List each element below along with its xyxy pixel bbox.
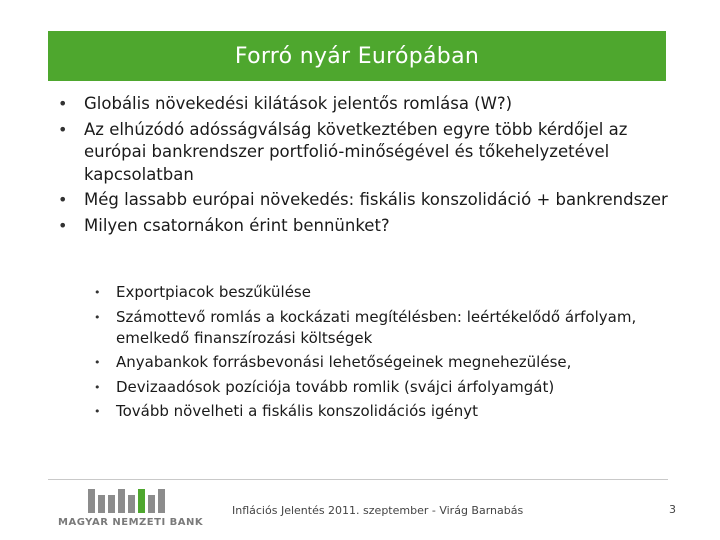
bullet-icon: • xyxy=(58,190,68,209)
footer-caption: Inflációs Jelentés 2011. szeptember - Virág Barnabás xyxy=(232,504,524,517)
sub-bullet-text: Devizaadósok pozíciója tovább romlik (svájci árfolyamgát) xyxy=(116,377,555,396)
sub-bullet-icon: • xyxy=(94,356,101,369)
sub-bullet-item xyxy=(94,307,684,349)
logo-text: MAGYAR NEMZETI BANK xyxy=(58,517,204,528)
sub-bullet-item xyxy=(94,401,684,422)
sub-bullet-icon: • xyxy=(94,380,101,394)
bullet-icon: • xyxy=(58,94,68,113)
bullet-text: Globális növekedési kilátások jelentős romlása (W?) xyxy=(84,94,513,113)
bullet-icon: • xyxy=(58,215,68,235)
sub-bullet-icon: • xyxy=(94,286,101,299)
sub-bullet-item xyxy=(94,282,684,303)
page-number: 3 xyxy=(669,503,676,516)
sub-bullet-icon: • xyxy=(94,405,101,418)
bullet-item xyxy=(58,215,668,238)
bullet-item xyxy=(58,93,668,116)
sub-bullet-text: Tovább növelheti a fiskális konszolidációs igényt xyxy=(116,402,479,420)
main-bullet-list xyxy=(58,93,668,240)
bullet-item xyxy=(58,119,668,187)
sub-bullet-list xyxy=(94,282,684,426)
sub-bullet-item xyxy=(94,377,684,398)
sub-bullet-icon: • xyxy=(94,310,101,324)
bullet-icon: • xyxy=(58,119,68,139)
bullet-text: Az elhúzódó adósságválság következtében egyre több kérdőjel az európai bankrendszer portfolió-minőségével és tőkehelyzetével kapcsolatban xyxy=(84,119,628,184)
mnb-logo xyxy=(58,483,208,531)
slide-title-bar xyxy=(48,31,666,81)
sub-bullet-text: Számottevő romlás a kockázati megítélésben: leértékelődő árfolyam, emelkedő finanszírozási költségek xyxy=(116,307,637,347)
footer-divider xyxy=(48,479,668,480)
bullet-text: Milyen csatornákon érint bennünket? xyxy=(84,215,390,235)
logo-bars-icon xyxy=(88,483,170,513)
bullet-item xyxy=(58,189,668,212)
sub-bullet-text: Anyabankok forrásbevonási lehetőségeinek megnehezülése, xyxy=(116,353,572,371)
sub-bullet-text: Exportpiacok beszűkülése xyxy=(116,283,311,301)
bullet-text: Még lassabb európai növekedés: fiskális konszolidáció + bankrendszer xyxy=(84,190,668,209)
slide-title: Forró nyár Európában xyxy=(234,43,480,69)
sub-bullet-item xyxy=(94,352,684,373)
